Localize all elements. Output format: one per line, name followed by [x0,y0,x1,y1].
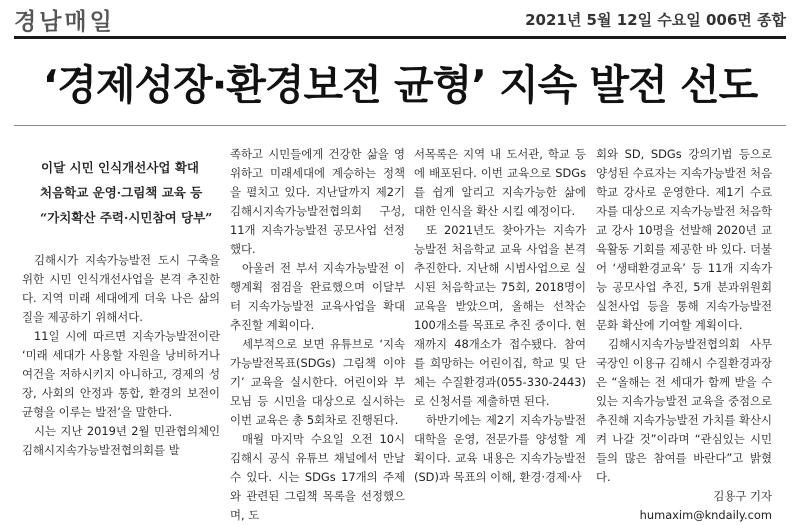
top-rule [14,36,786,39]
article-column-4 [596,145,772,525]
subhead-3: “가치확산 주력·시민참여 당부” [40,210,213,225]
paragraph: 11일 시에 따르면 지속가능발전이란 ‘미래 세대가 사용할 자원을 낭비하거나 여건을 저하시키지 아니하고, 경제의 성장, 사회의 안정과 통합, 환경의 보전이 균형을 이루는 발전’을 말한다. [22,329,220,419]
article-column-1 [22,251,220,460]
byline: 김용구 기자 humaxim@kndaily.com [639,489,772,522]
subhead-2: 처음학교 운영·그림책 교육 등 [40,185,203,200]
paragraph: 시는 지난 2019년 2월 민관협의체인 김해시지속가능발전협의회를 발 [22,424,220,457]
paper-name: 경남매일 [14,8,115,35]
headline: ‘경제성장·환경보전 균형’ 지속 발전 선도 [42,60,758,109]
paragraph: 김해시가 지속가능발전 도시 구축을 위한 시민 인식개선사업을 본격 추진한다. 지역 미래 세대에게 더욱 나은 삶의 질을 제공하기 위해서다. [22,253,220,324]
paragraph: 하반기에는 제2기 지속가능발전대학을 운영, 전문가를 양성할 계획이다. 교육 내용은 지속가능발전(SD)과 목표의 이해, 환경·경제·사 [414,413,586,484]
paragraph: 서목록은 지역 내 도서관, 학교 등에 배포된다. 이번 교육으로 SDGs를 쉽게 알리고 지속가능한 삶에 대한 인식을 확산 시킬 예정이다. [414,147,586,218]
masthead [14,4,786,34]
subhead-1: 이달 시민 인식개선사업 확대 [41,160,199,175]
headline-rule [14,125,786,126]
paragraph: 족하고 시민들에게 건강한 삶을 영위하고 미래세대에 계승하는 정책을 펼치고 있다. 지난달까지 제2기 김해시지속가능발전협의회 구성, 11개 지속가능발전 공모사업 선정했다. [230,147,405,256]
paragraph: 김해시지속가능발전협의회 사무국장인 이용규 김해시 수질환경과장은 “올해는 전 세대가 함께 받을 수 있는 지속가능발전 교육을 중점으로 추진해 지속가능발전 가치를 확산시켜 나갈 것”이라며 “관심있는 시민들의 많은 참여를 바란다”고 밝혔다. [596,337,772,484]
article-column-3 [414,145,586,487]
paragraph: 세부적으로 보면 유튜브로 ‘지속가능발전목표(SDGs) 그림책 이야기’ 교육을 실시한다. 어린이와 부모님 등 시민을 대상으로 실시하는 이번 교육은 총 5회차로 진행된다. [230,337,405,427]
paragraph: 매월 마지막 수요일 오전 10시 김해시 공식 유튜브 채널에서 만날 수 있다. 시는 SDGs 17개의 주제와 관련된 그림책 목록을 선정했으며, 도 [230,432,405,522]
paragraph: 또 2021년도 찾아가는 지속가능발전 처음학교 교육 사업을 본격 추진한다. 지난해 시범사업으로 실시된 처음학교는 75회, 2018명이 교육을 받았으며, 올해는 선착순 100개소를 목표로 추진 중이다. 현재까지 48개소가 접수됐다. 참여를 희망하는 어린이집, 학교 및 단체는 수질환경과(055-330-2443)로 신청서를 제출하면 된다. [414,223,586,408]
article-column-2 [230,145,405,525]
paragraph: 회와 SD, SDGs 강의기법 등으로 양성된 수료자는 지속가능발전 처음학교 강사로 운영한다. 제1기 수료자를 대상으로 지속가능발전 처음학교 강사 10명을 선발해 2020년 교육활동 기회를 제공한 바 있다. 더불어 ‘생태환경교육’ 등 11개 지속가능 공모사업 추진, 5개 분과위원회 실천사업 등을 통해 지속가능발전 문화 확산에 기여할 계획이다. [596,147,772,332]
paragraph: 아울러 전 부서 지속가능발전 이행계획 점검을 완료했으며 이달부터 지속가능발전 교육사업을 확대 추진할 계획이다. [230,261,405,332]
dateline: 2021년 5월 12일 수요일 006면 종합 [525,10,786,29]
